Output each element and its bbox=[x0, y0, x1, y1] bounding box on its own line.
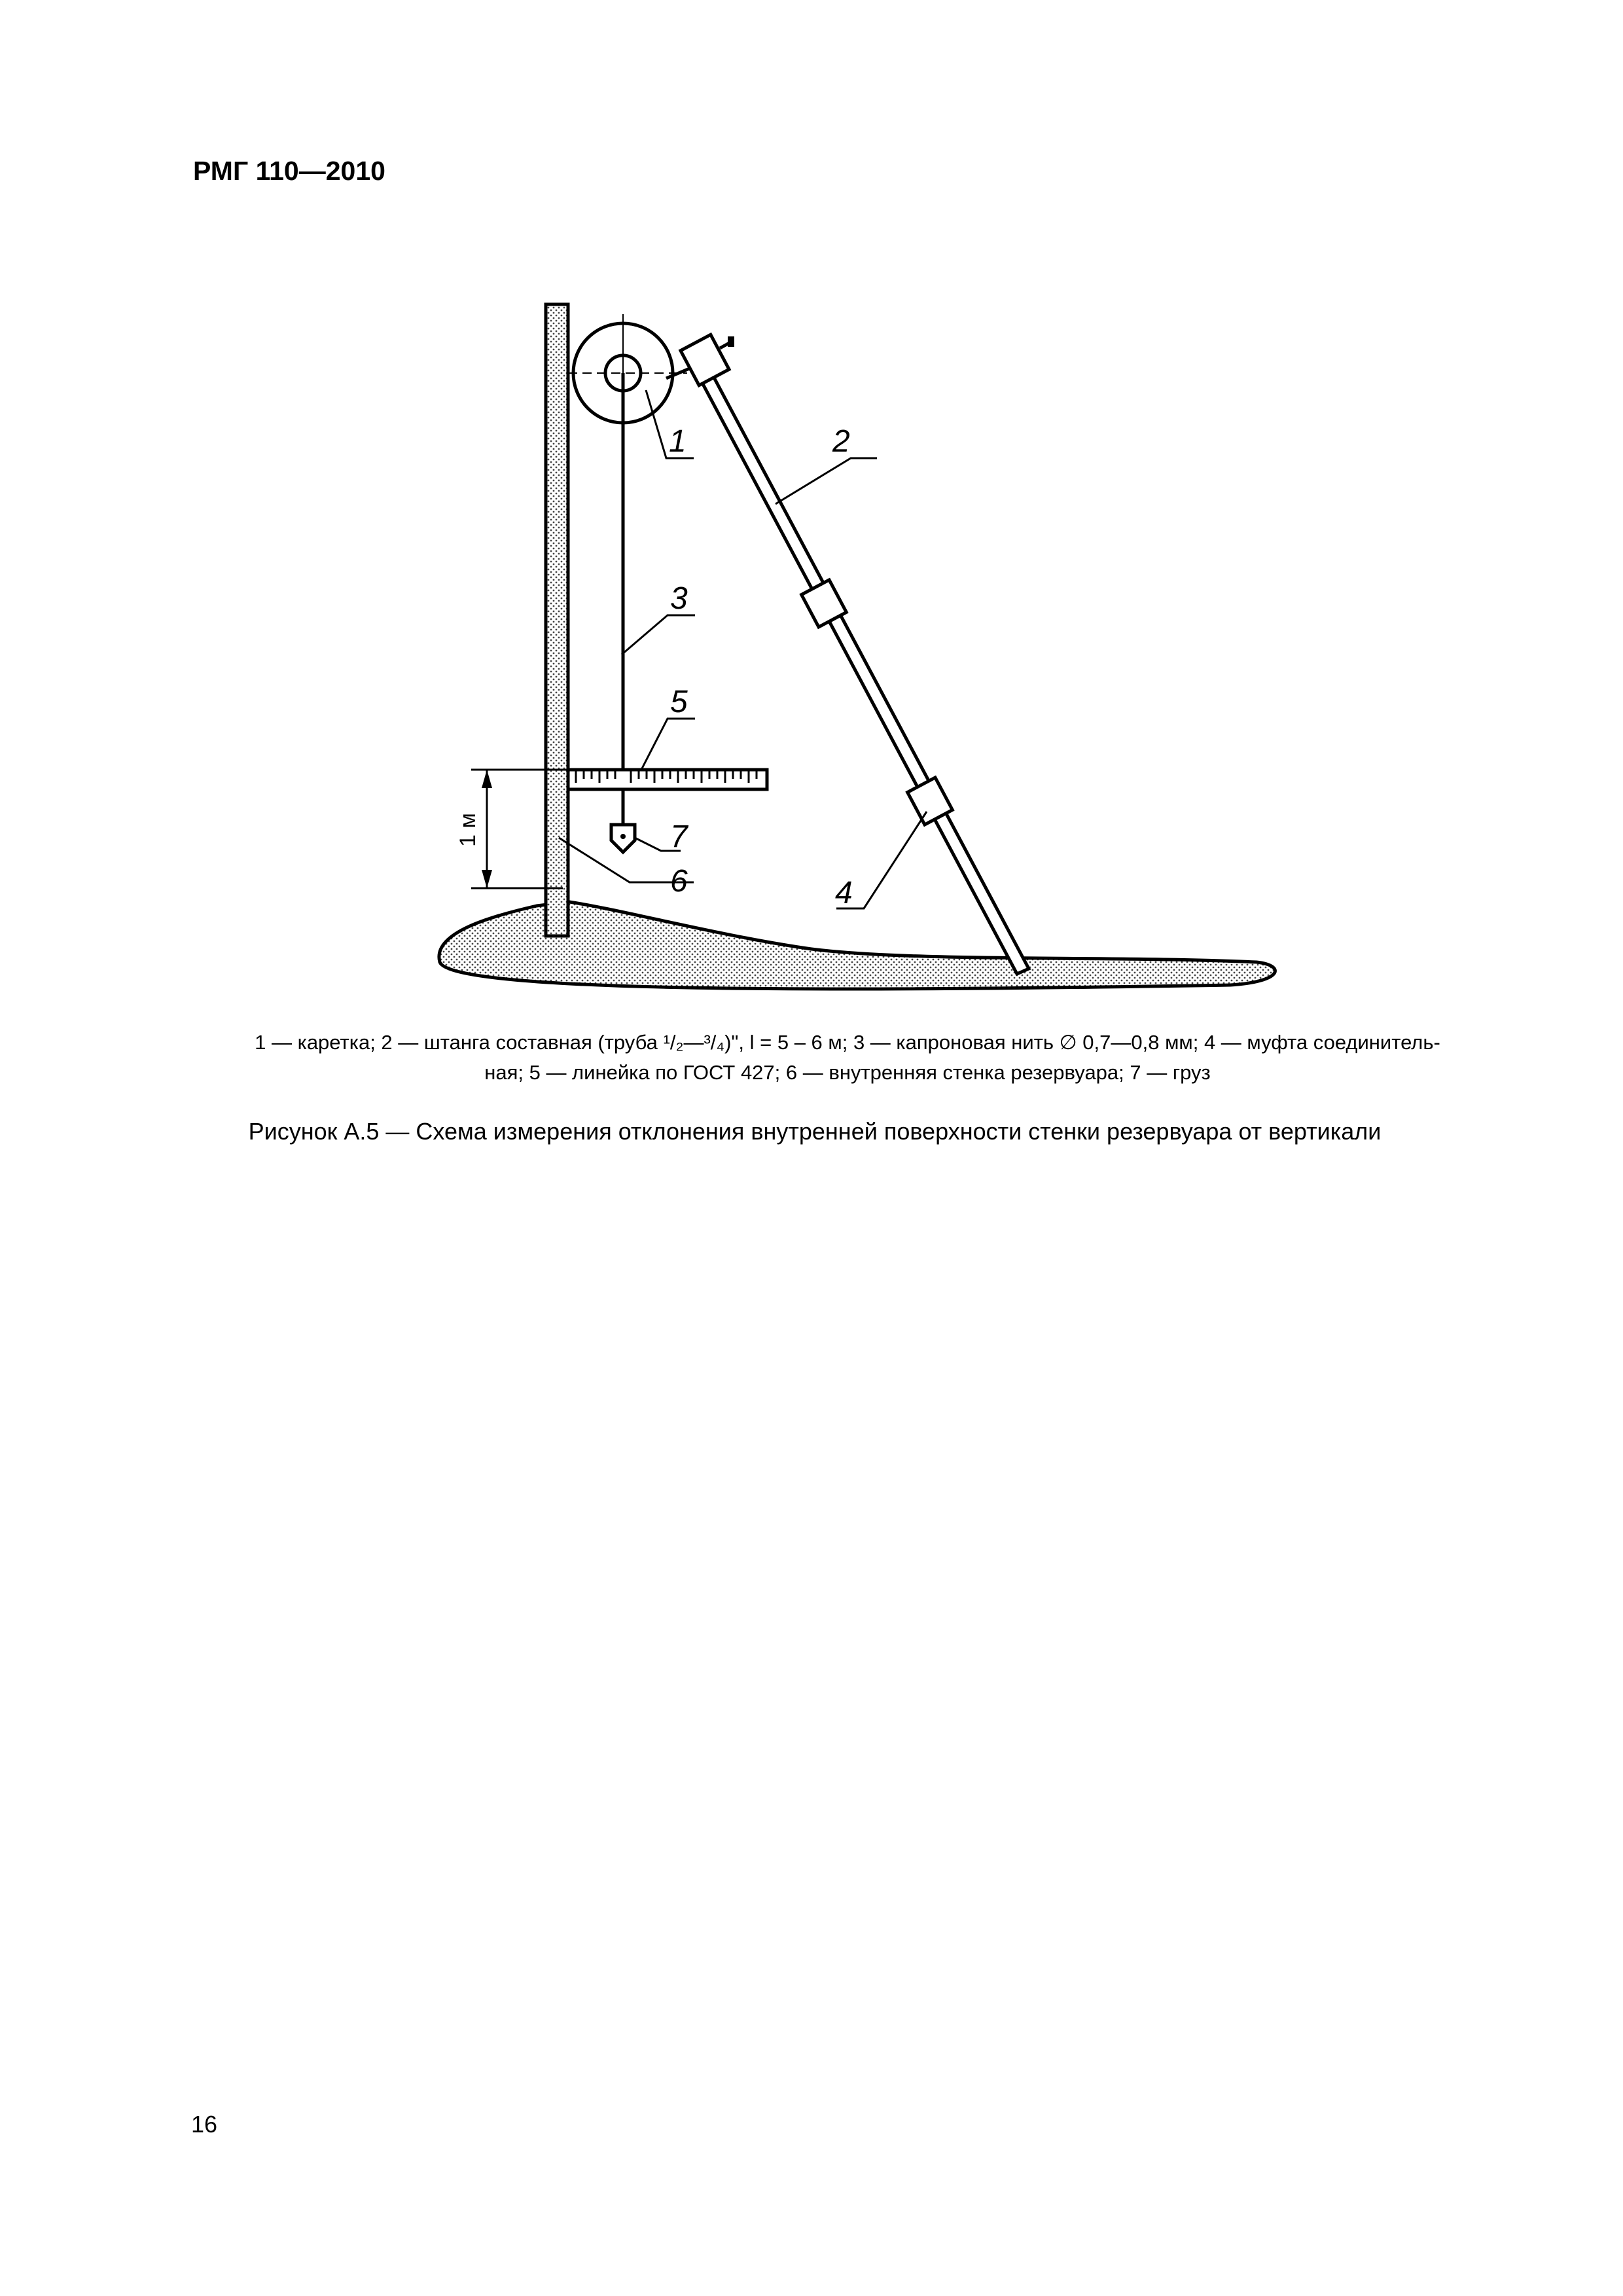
label-5: 5 bbox=[670, 685, 688, 719]
figure-caption: Рисунок А.5 — Схема измерения отклонения внутренней поверхности стенки резервуара от вертикали bbox=[248, 1118, 1382, 1145]
legend-line-1: 1 — каретка; 2 — штанга составная (труба ¹/₂—³/₄)ʺ, l = 5 – 6 м; 3 — капроновая нить ∅ 0,7—0,8 мм; 4 — муфта соединитель- bbox=[255, 1031, 1440, 1054]
ruler bbox=[568, 770, 767, 789]
figure-legend bbox=[196, 1028, 1499, 1088]
plumb-weight bbox=[611, 825, 635, 852]
dimension-label: 1 м bbox=[455, 813, 480, 847]
legend-line-2: ная; 5 — линейка по ГОСТ 427; 6 — внутренняя стенка резервуара; 7 — груз bbox=[484, 1061, 1211, 1084]
label-7: 7 bbox=[670, 819, 688, 854]
measurement-diagram bbox=[406, 281, 1335, 1014]
label-4: 4 bbox=[835, 876, 853, 910]
label-2: 2 bbox=[832, 424, 850, 459]
carriage-pulley bbox=[568, 314, 687, 432]
page-number: 16 bbox=[191, 2111, 218, 2138]
label-1: 1 bbox=[669, 424, 687, 459]
label-3: 3 bbox=[670, 581, 688, 616]
label-6: 6 bbox=[670, 864, 688, 899]
document-code: РМГ 110—2010 bbox=[193, 156, 385, 186]
